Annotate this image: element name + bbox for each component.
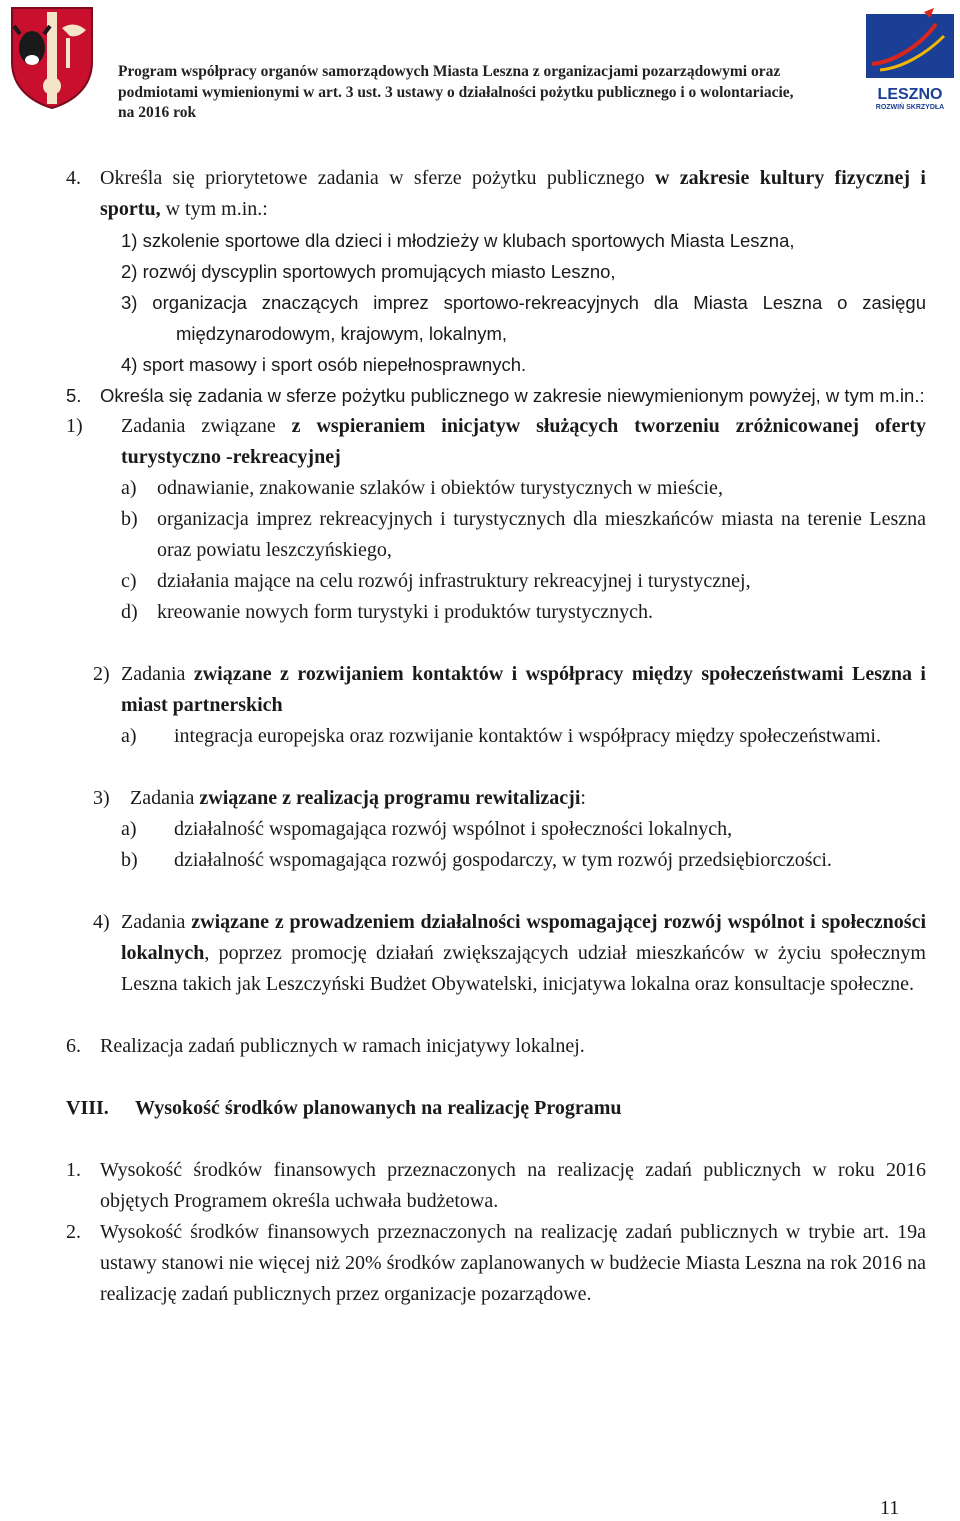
task-2-bold: związane z rozwijaniem kontaktów i współpracy między społeczeństwami Leszna i miast partnerskich: [121, 663, 926, 716]
section-4-text-bold: w zakresie kultury fizycznej i sportu,: [100, 167, 926, 220]
task-3-number: 3): [93, 787, 110, 809]
section-6-text: Realizacja zadań publicznych w ramach inicjatywy lokalnej.: [100, 1035, 585, 1057]
section-4-text-c: w tym m.in.:: [160, 198, 268, 220]
section-4-text-a: Określa się priorytetowe zadania w sferze pożytku publicznego: [100, 167, 655, 189]
item-label: a): [121, 725, 137, 747]
list-item: [121, 287, 926, 349]
task-1-bold: z wspieraniem inicjatyw służących tworzeniu zróżnicowanej oferty turystyczno -rekreacyjnej: [121, 415, 926, 468]
item-label: a): [121, 818, 137, 840]
task-4: [66, 907, 926, 1000]
section-4-list: [121, 225, 926, 380]
task-3-bold: związane z realizacją programu rewitalizacji: [199, 787, 581, 809]
task-4-number: 4): [93, 911, 110, 933]
logo-wordmark: LESZNO: [877, 86, 943, 103]
list-item: 4) sport masowy i sport osób niepełnosprawnych.: [121, 354, 527, 375]
task-1-item-a: [66, 473, 926, 504]
task-4-lead: Zadania: [121, 911, 192, 933]
task-2-lead: Zadania: [121, 663, 194, 685]
funds-item-text: Wysokość środków finansowych przeznaczonych na realizację zadań publicznych w trybie art. 19a ustawy stanowi nie więcej niż 20% środków zaplanowanych w budżecie Miasta Leszna na rok 2016 na realizację zadań publicznych przez organizacje pozarządowe.: [100, 1221, 926, 1305]
funds-item-number: 1.: [66, 1159, 81, 1181]
section-5-text: Określa się zadania w sferze pożytku publicznego w zakresie niewymienionym powyżej, w tym m.in.:: [100, 385, 925, 406]
task-3-item-a: [66, 814, 926, 845]
task-1-lead: Zadania związane: [121, 415, 292, 437]
logo-tagline: ROZWIŃ SKRZYDŁA: [875, 104, 945, 111]
task-1-item-d: [66, 597, 926, 628]
section-4-number: 4.: [66, 167, 81, 189]
chapter-viii-heading: [66, 1093, 926, 1124]
item-label: d): [121, 601, 138, 623]
task-2-item-a: [66, 721, 926, 752]
item-label: b): [121, 849, 138, 871]
item-text: odnawianie, znakowanie szlaków i obiektów turystycznych w mieście,: [157, 477, 723, 499]
task-3-item-b: [66, 845, 926, 876]
funds-item-text: Wysokość środków finansowych przeznaczonych na realizację zadań publicznych w roku 2016 objętych Programem określa uchwała budżetowa.: [100, 1159, 926, 1212]
item-text: kreowanie nowych form turystyki i produktów turystycznych.: [157, 601, 654, 623]
section-5-number: 5.: [66, 385, 82, 406]
item-label: c): [121, 570, 137, 592]
item-label: a): [121, 477, 137, 499]
page-number: 11: [880, 1497, 900, 1519]
header-line-3: na 2016 rok: [118, 104, 197, 121]
section-6: [66, 1031, 926, 1062]
item-text: działania mające na celu rozwój infrastruktury rekreacyjnej i turystycznej,: [157, 570, 751, 592]
task-1-item-c: [66, 566, 926, 597]
list-item-text: 3) organizacja znaczących imprez sportowo-rekreacyjnych dla Miasta Leszna o zasięgu międzynarodowym, krajowym, lokalnym,: [121, 292, 926, 344]
funds-item-1: [66, 1155, 926, 1217]
leszno-logo-icon: [864, 6, 956, 112]
item-label: b): [121, 508, 138, 530]
coat-of-arms-icon: [6, 4, 98, 110]
task-1-number: 1): [66, 415, 83, 437]
task-3-lead: Zadania: [130, 787, 200, 809]
header-line-2: podmiotami wymienionymi w art. 3 ust. 3 ustawy o działalności pożytku publicznego i o wolontariacie,: [118, 83, 794, 101]
item-text: organizacja imprez rekreacyjnych i turystycznych dla mieszkańców miasta na terenie Leszna oraz powiatu leszczyńskiego,: [157, 508, 926, 561]
section-5: [66, 380, 926, 411]
item-text: działalność wspomagająca rozwój wspólnot i społeczności lokalnych,: [174, 818, 733, 840]
item-text: działalność wspomagająca rozwój gospodarczy, w tym rozwój przedsiębiorczości.: [174, 849, 832, 871]
page-header: [0, 0, 960, 125]
task-4-tail: , poprzez promocję działań zwiększających udział mieszkańców w życiu społecznym Leszna takich jak Leszczyński Budżet Obywatelski, inicjatywa lokalna oraz konsultacje społeczne.: [121, 942, 926, 995]
task-1-item-b: [66, 504, 926, 566]
task-2-number: 2): [93, 663, 110, 685]
task-3: [66, 783, 926, 814]
chapter-viii-title: Wysokość środków planowanych na realizację Programu: [135, 1097, 622, 1119]
document-body: [66, 163, 926, 1310]
task-1: [66, 411, 926, 473]
section-6-number: 6.: [66, 1035, 81, 1057]
section-4: [66, 163, 926, 225]
funds-item-number: 2.: [66, 1221, 81, 1243]
chapter-viii-number: VIII.: [66, 1097, 109, 1119]
list-item: 1) szkolenie sportowe dla dzieci i młodzieży w klubach sportowych Miasta Leszna,: [121, 230, 795, 251]
list-item: 2) rozwój dyscyplin sportowych promujących miasto Leszno,: [121, 261, 616, 282]
task-2: [66, 659, 926, 721]
item-text: integracja europejska oraz rozwijanie kontaktów i współpracy między społeczeństwami.: [174, 725, 881, 747]
task-3-colon: :: [580, 787, 586, 809]
header-line-1: Program współpracy organów samorządowych Miasta Leszna z organizacjami pozarządowymi oraz: [118, 63, 781, 80]
funds-item-2: [66, 1217, 926, 1310]
task-4-bold: związane z prowadzeniem działalności wspomagającej rozwój wspólnot i społeczności lokalnych: [121, 911, 927, 964]
